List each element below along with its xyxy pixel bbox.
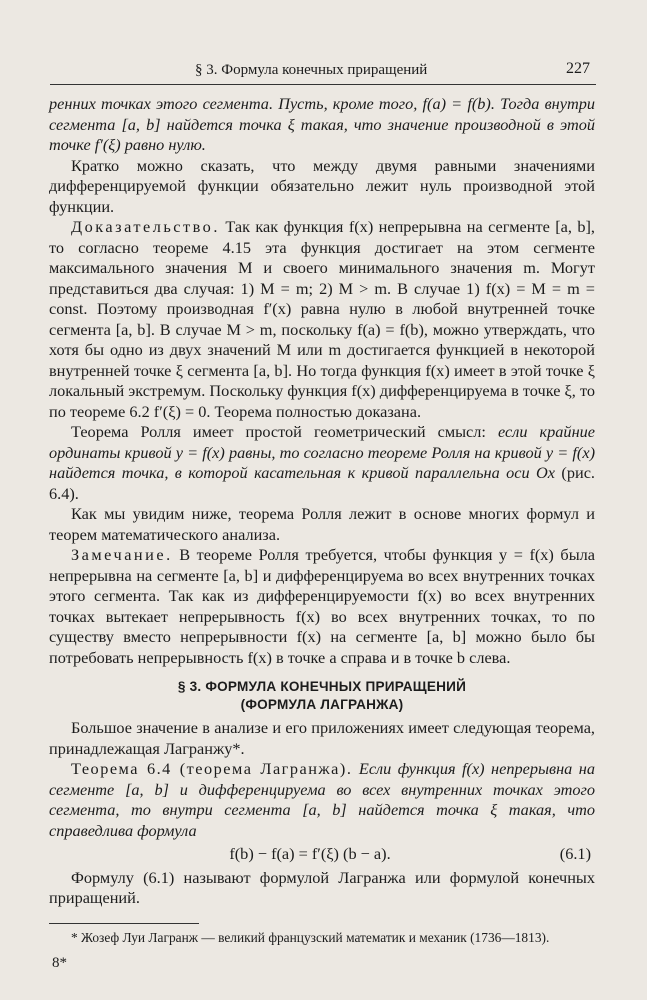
theorem-continuation: ренних точках этого сегмента. Пусть, кроме того, f(a) = f(b). Тогда внутри сегмента [a, b] найдется точка ξ такая, что значение производной в этой точке f′(ξ) равно нулю. <box>49 94 595 154</box>
header-title: § 3. Формула конечных приращений <box>195 62 428 78</box>
running-header <box>50 60 596 85</box>
formula-number: (6.1) <box>559 844 591 863</box>
proof-lead: Доказательство. <box>71 217 220 236</box>
theorem-paragraph: Теорема 6.4 (теорема Лагранжа). Если функция f(x) непрерывна на сегменте [a, b] и дифференцируема во всех внутренних точках этого сегмента, то внутри сегмента [a, b] найдется точка ξ такая, что справедлива формула <box>49 759 595 840</box>
footnote-rule <box>49 923 199 924</box>
signature-mark: 8* <box>52 955 67 971</box>
footnote: * Жозеф Луи Лагранж — великий французский математик и механик (1736—1813). <box>71 929 550 945</box>
paragraph: Большое значение в анализе и его приложениях имеет следующая теорема, принадлежащая Лагранжу*. <box>49 718 595 758</box>
formula-expression: f(b) − f(a) = f′(ξ) (b − a). <box>229 844 391 863</box>
paragraph: Как мы увидим ниже, теорема Ролля лежит в основе многих формул и теорем математического анализа. <box>49 504 595 544</box>
theorem-lead: Теорема 6.4 (теорема Лагранжа). <box>71 759 353 778</box>
remark-lead: Замечание. <box>71 545 173 564</box>
paragraph: Кратко можно сказать, что между двумя равными значениями дифференцируемой функции обязательно лежит нуль производной этой функции. <box>49 155 595 216</box>
body-text <box>49 94 595 946</box>
remark-paragraph: Замечание. В теореме Ролля требуется, чтобы функция y = f(x) была непрерывна на сегменте [a, b] и дифференцируема во всех внутренних точках этого сегмента. Так как из дифференцируемости f(x) во всех внутренних точках вытекает непрерывность f(x) во всех внутренних точках, то по существу вместо непрерывности f(x) на сегменте [a, b] можно было бы потребовать непрерывность f(x) в точке a справа и в точке b слева. <box>49 545 595 667</box>
proof-paragraph: Доказательство. Так как функция f(x) непрерывна на сегменте [a, b], то согласно теореме 4.15 эта функция достигает на этом сегменте максимального значения M и своего минимального значения m. Могут представиться два случая: 1) M = m; 2) M > m. В случае 1) f(x) = M = m = const. Поэтому производная f′(x) равна нулю в любой внутренней точке сегмента [a, b]. В случае M > m, поскольку f(a) = f(b), можно утверждать, что хотя бы одно из двух значений M или m достигается функцией в некоторой внутренней точке ξ сегмента [a, b]. Но тогда функция f(x) имеет в этой точке ξ локальный экстремум. Поскольку функция f(x) дифференцируема в точке ξ, то по теореме 6.2 f′(ξ) = 0. Теорема полностью доказана. <box>49 217 595 421</box>
lagrange-formula <box>49 844 595 865</box>
section-heading: § 3. ФОРМУЛА КОНЕЧНЫХ ПРИРАЩЕНИЙ (ФОРМУЛА ЛАГРАНЖА) <box>177 679 467 712</box>
page-number: 227 <box>566 60 590 77</box>
paragraph: Формулу (6.1) называют формулой Лагранжа или формулой конечных приращений. <box>49 867 595 907</box>
geometric-meaning-paragraph: Теорема Ролля имеет простой геометрический смысл: если крайние ординаты кривой y = f(x) равны, то согласно теореме Ролля на кривой y = f(x) найдется точка, в которой касательная к кривой параллельна оси Ox (рис. 6.4). <box>49 422 596 503</box>
